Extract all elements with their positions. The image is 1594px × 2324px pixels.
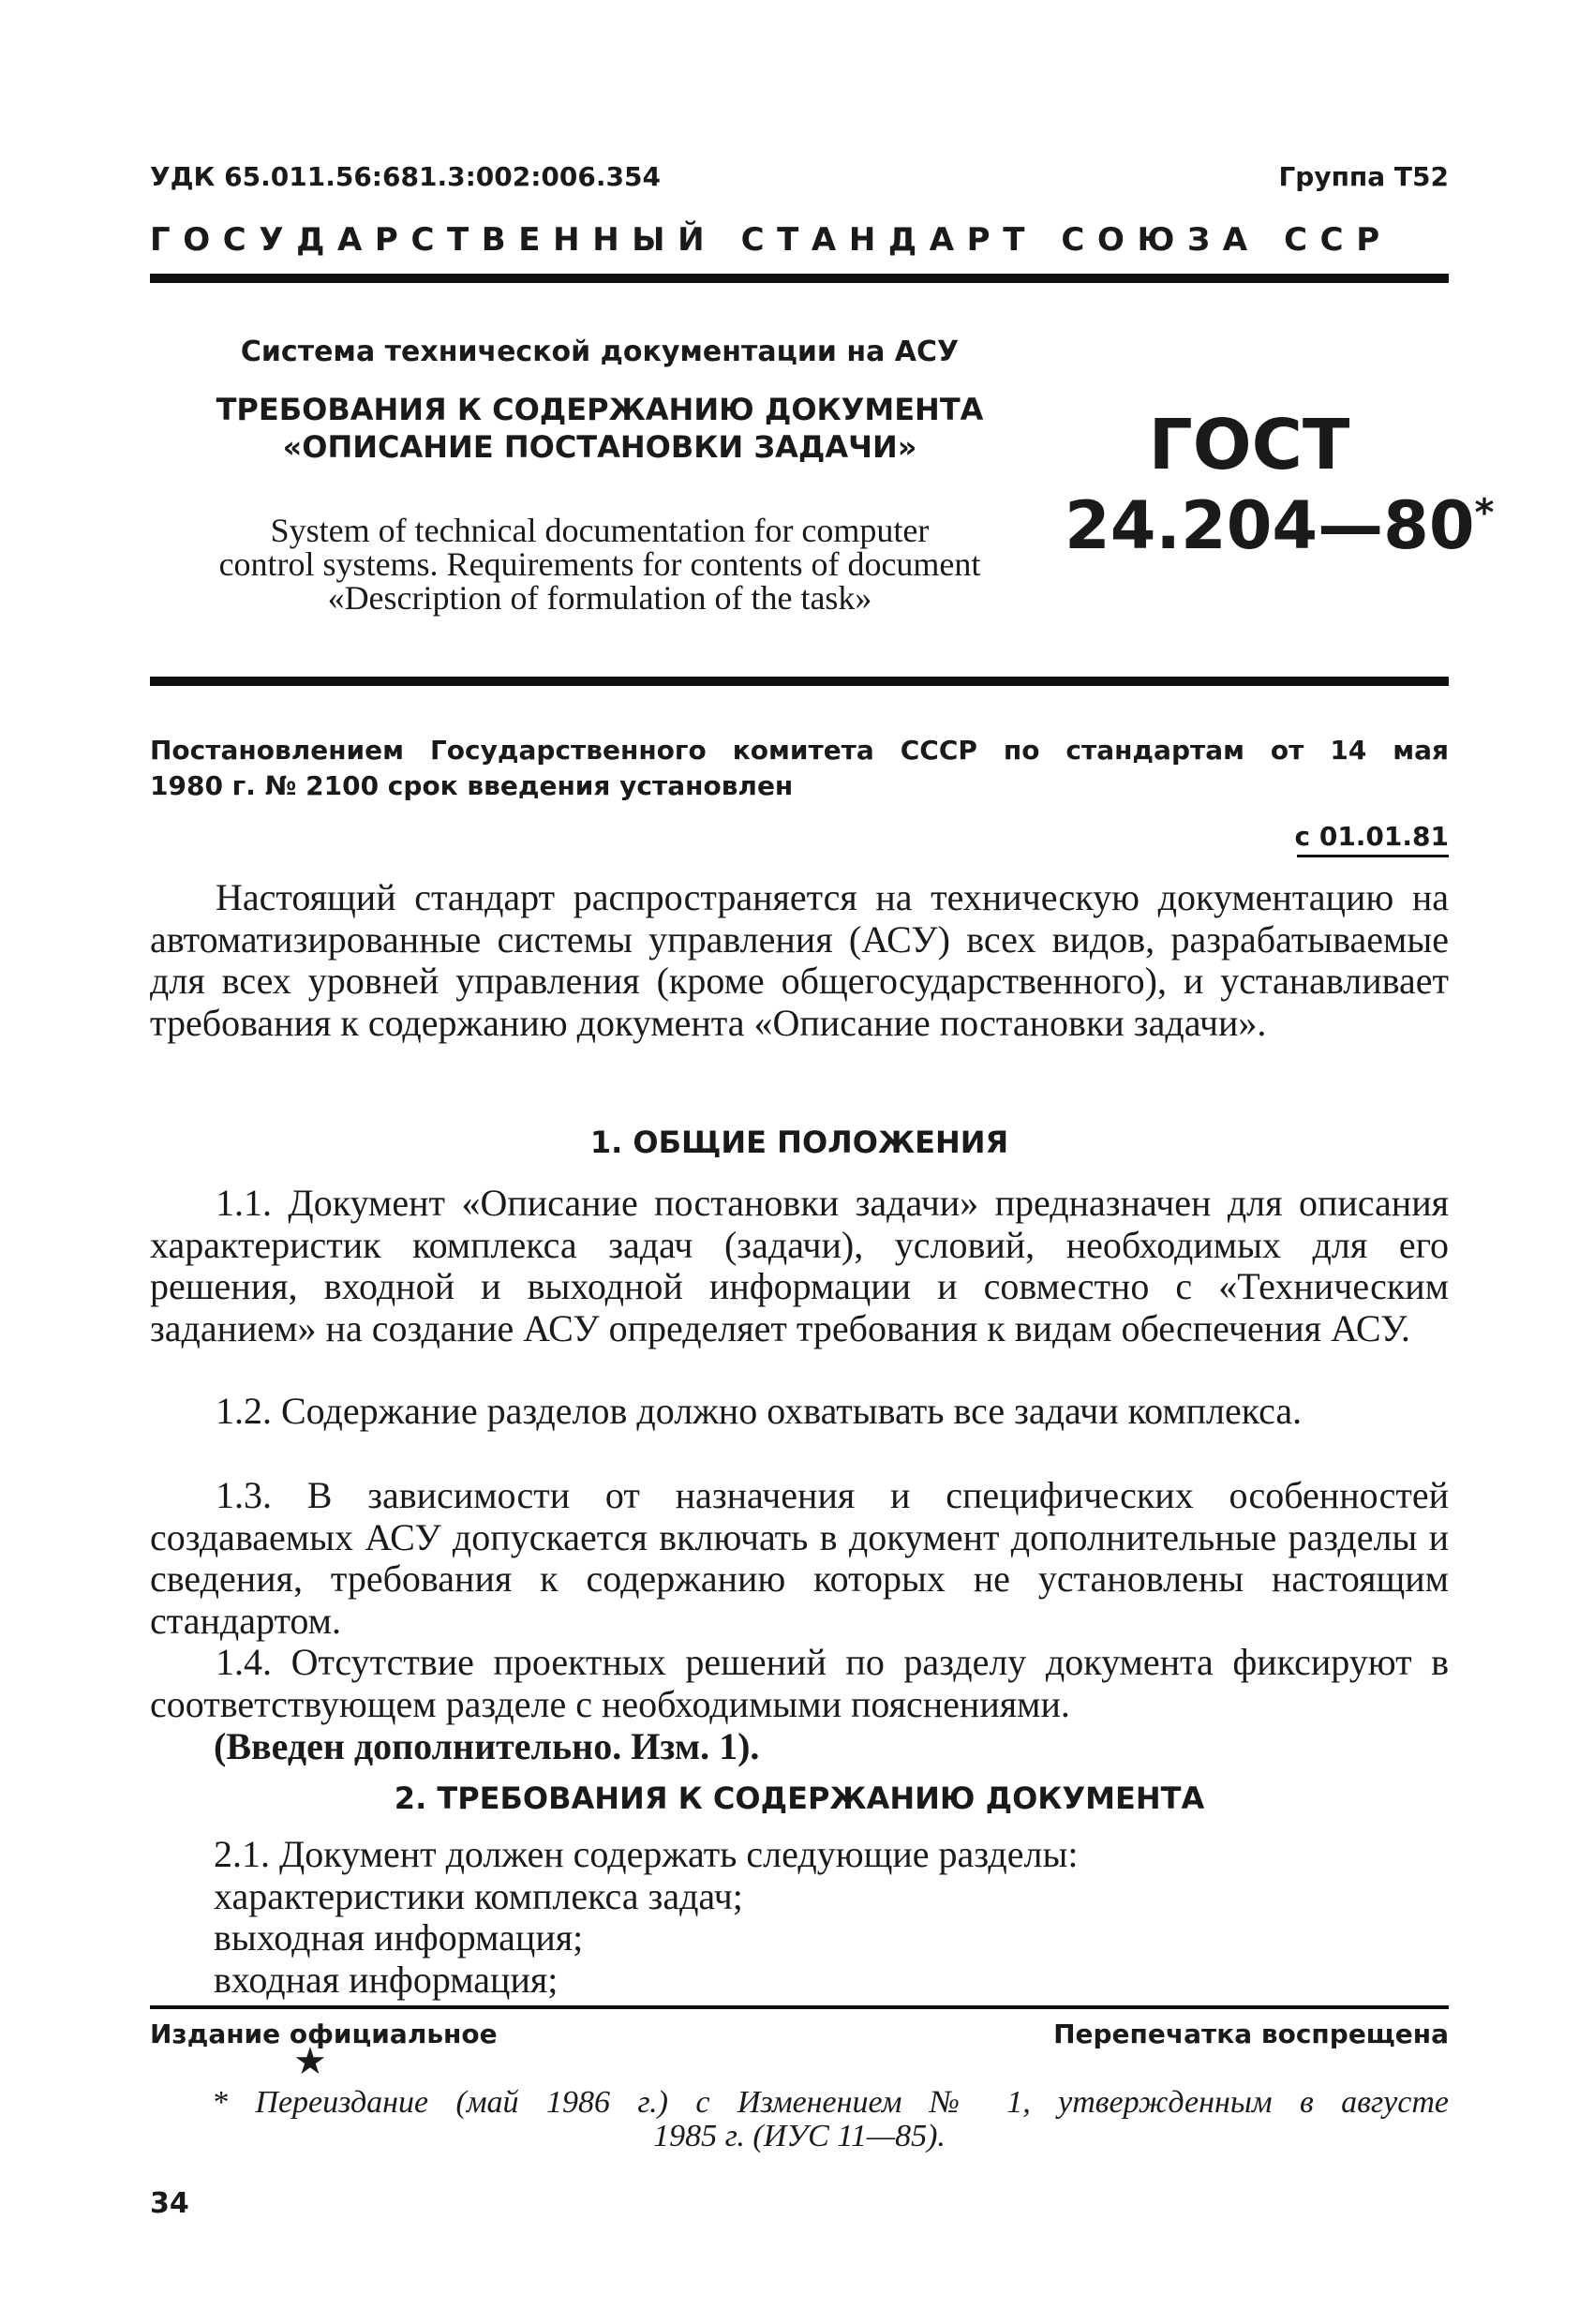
section2-list-item: входная информация; bbox=[214, 1959, 559, 2001]
section1-paragraph3: 1.3. В зависимости от назначения и специфических особенностей создаваемых АСУ допускается включать в документ дополнительные разделы и сведения, требования к содержанию которых не установлены настоящим стандартом. bbox=[150, 1474, 1449, 1642]
state-standard-banner: ГОСУДАРСТВЕННЫЙ СТАНДАРТ СОЮЗА ССР bbox=[150, 221, 1393, 259]
gost-number-value: 24.204—80 bbox=[1065, 487, 1475, 564]
section1-paragraph1: 1.1. Документ «Описание постановки задачи» предназначен для описания характеристик комплекса задач (задачи), условий, необходимых для его решения, входной и выходной информации и совместно с «Техническим заданием» на создание АСУ определяет требования к видам обеспечения АСУ. bbox=[150, 1182, 1449, 1349]
english-title-line3: «Description of formulation of the task» bbox=[327, 579, 872, 617]
section1-heading: 1. ОБЩИЕ ПОЛОЖЕНИЯ bbox=[589, 1125, 1009, 1160]
amendment-note: (Введен дополнительно. Изм. 1). bbox=[214, 1725, 760, 1767]
official-edition-label: Издание официальное bbox=[150, 2019, 498, 2049]
section2-heading: 2. ТРЕБОВАНИЯ К СОДЕРЖАНИЮ ДОКУМЕНТА bbox=[394, 1780, 1205, 1816]
title-rule bbox=[150, 677, 1449, 686]
footer-rule bbox=[150, 2005, 1449, 2009]
english-title-line2: control systems. Requirements for contents of document bbox=[218, 545, 981, 583]
section1-paragraph4: 1.4. Отсутствие проектных решений по разделу документа фиксируют в соответствующем разделе с необходимыми пояснениями. bbox=[150, 1641, 1449, 1725]
udk-code: УДК 65.011.56:681.3:002:006.354 bbox=[150, 161, 661, 192]
decree-line1: Постановлением Государственного комитета СССР по стандартам от 14 мая bbox=[150, 735, 1449, 766]
gost-number bbox=[1065, 487, 1495, 564]
reprint-note-line1: * Переиздание (май 1986 г.) с Изменением № 1, утвержденным в августе bbox=[212, 2085, 1449, 2120]
english-title bbox=[150, 514, 1050, 615]
star-icon: ★ bbox=[293, 2040, 327, 2083]
gost-number-star: * bbox=[1474, 491, 1495, 535]
section2-paragraph1: 2.1. Документ должен содержать следующие разделы: bbox=[214, 1833, 1079, 1875]
document-title-line1: ТРЕБОВАНИЯ К СОДЕРЖАНИЮ ДОКУМЕНТА bbox=[216, 392, 984, 427]
group-code: Группа Т52 bbox=[1278, 161, 1449, 192]
system-title: Система технической документации на АСУ bbox=[240, 335, 960, 368]
section1-paragraph2: 1.2. Содержание разделов должно охватывать все задачи комплекса. bbox=[216, 1390, 1303, 1432]
header-rule bbox=[150, 274, 1449, 283]
effective-date: с 01.01.81 bbox=[1294, 821, 1449, 852]
effective-date-underline bbox=[1297, 855, 1449, 857]
intro-paragraph: Настоящий стандарт распространяется на техническую документацию на автоматизированные системы управления (АСУ) всех видов, разрабатываемые для всех уровней управления (кроме общегосударственного), и устанавливает требования к содержанию документа «Описание постановки задачи». bbox=[150, 876, 1449, 1044]
gost-label: ГОСТ bbox=[1148, 405, 1350, 485]
reprint-note bbox=[150, 2086, 1449, 2153]
reprint-note-line2: 1985 г. (ИУС 11—85). bbox=[653, 2119, 946, 2153]
reprint-prohibited-label: Перепечатка воспрещена bbox=[1053, 2019, 1449, 2049]
decree-line2: 1980 г. № 2100 срок введения установлен bbox=[150, 770, 794, 801]
english-title-line1: System of technical documentation for computer bbox=[270, 512, 930, 549]
section2-list-item: характеристики комплекса задач; bbox=[214, 1875, 743, 1917]
document-title-line2: «ОПИСАНИЕ ПОСТАНОВКИ ЗАДАЧИ» bbox=[282, 429, 917, 465]
page-number: 34 bbox=[150, 2187, 189, 2220]
section2-list-item: выходная информация; bbox=[214, 1916, 584, 1959]
